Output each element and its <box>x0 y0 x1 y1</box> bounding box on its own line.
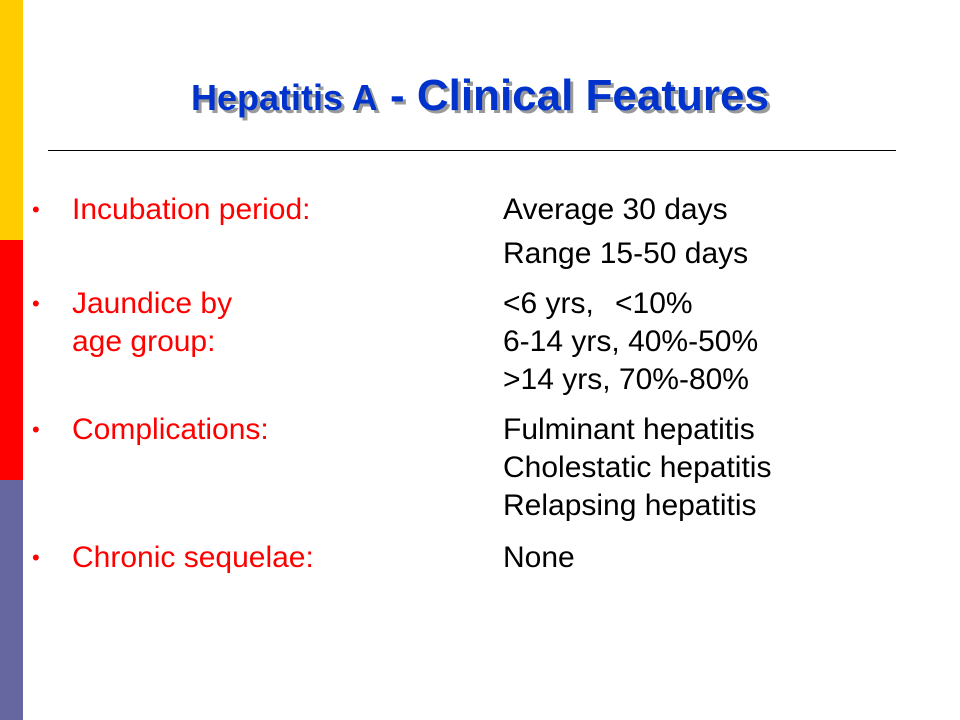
jaundice-percent: 70%-80% <box>618 363 749 396</box>
bullet-icon: • <box>32 197 40 222</box>
jaundice-percent: 40%-50% <box>628 325 759 358</box>
bullet-icon: • <box>32 545 40 570</box>
value-chronic-sequelae: None <box>503 541 575 574</box>
value-incubation-average: Average 30 days <box>503 193 728 226</box>
bullet-icon: • <box>32 291 40 316</box>
age-range: <6 yrs, <box>503 287 594 320</box>
value-jaundice-over-14 <box>503 361 749 399</box>
title-disease: Hepatitis A <box>191 77 378 118</box>
value-incubation-range: Range 15-50 days <box>503 237 749 270</box>
value-jaundice-6-14 <box>503 323 758 361</box>
label-incubation-period: Incubation period: <box>72 193 311 226</box>
bullet-icon: • <box>32 417 40 442</box>
age-range: 6-14 yrs, <box>503 325 620 358</box>
value-complication-relapsing: Relapsing hepatitis <box>503 489 757 522</box>
value-jaundice-under-6 <box>503 285 693 323</box>
label-complications: Complications: <box>72 413 269 446</box>
label-jaundice-line1: Jaundice by <box>72 287 233 320</box>
value-complication-cholestatic: Cholestatic hepatitis <box>503 451 772 484</box>
label-chronic-sequelae: Chronic sequelae: <box>72 541 314 574</box>
accent-stripe-red <box>0 240 23 480</box>
value-complication-fulminant: Fulminant hepatitis <box>503 413 755 446</box>
accent-stripe-blue <box>0 480 23 720</box>
title-subject: - Clinical Features <box>377 71 769 120</box>
title-divider <box>48 150 896 151</box>
slide-title <box>0 68 960 126</box>
label-jaundice-line2: age group: <box>72 325 216 358</box>
jaundice-percent: <10% <box>615 287 693 320</box>
age-range: >14 yrs, <box>503 363 611 396</box>
